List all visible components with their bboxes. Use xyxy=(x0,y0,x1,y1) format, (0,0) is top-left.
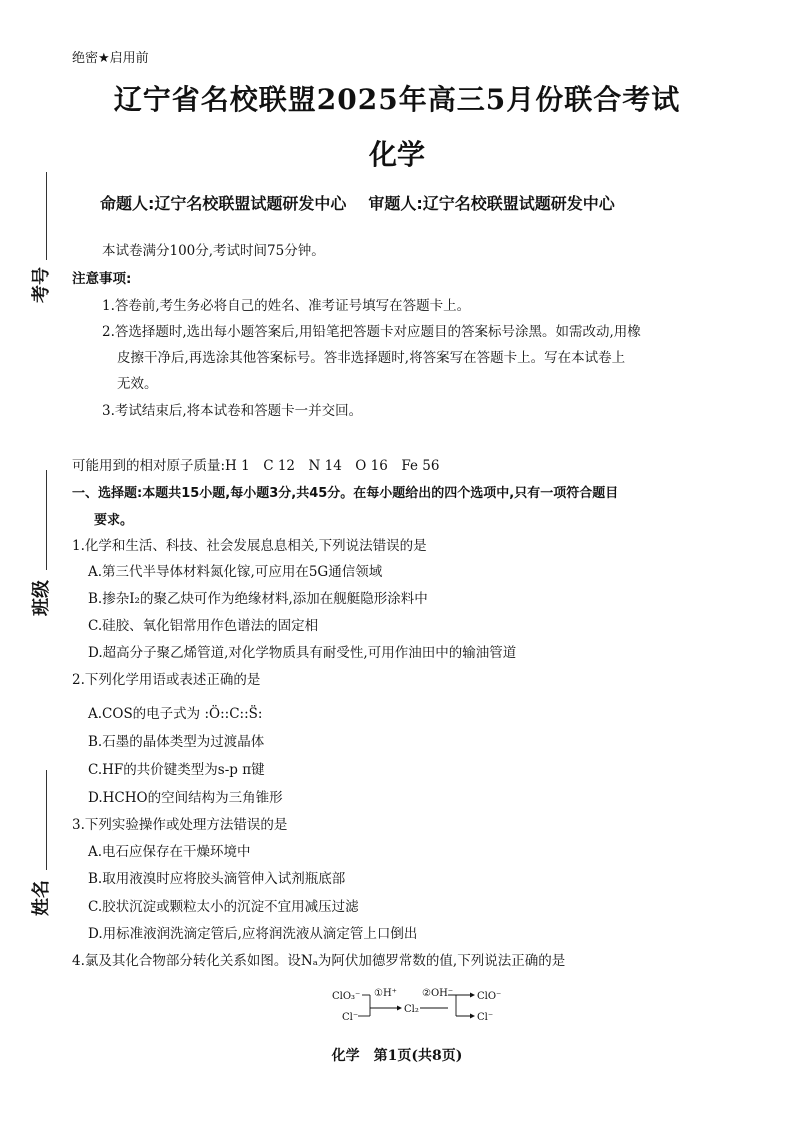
atomic-mass: 可能用到的相对原子质量:H 1 C 12 N 14 O 16 Fe 56 xyxy=(72,458,440,474)
scheme-step1: ①H⁺ xyxy=(374,988,397,999)
notes-title: 注意事项: xyxy=(72,271,132,287)
scheme-cl2: Cl₂ xyxy=(404,1004,419,1015)
q3-option-b: B.取用液溴时应将胶头滴管伸入试剂瓶底部 xyxy=(88,871,346,887)
scheme-clo-minus: ClO⁻ xyxy=(477,991,502,1002)
scheme-step2: ②OH⁻ xyxy=(422,988,454,999)
page-footer: 化学 第1页(共8页) xyxy=(331,1048,463,1064)
section-heading: 一、选择题:本题共15小题,每小题3分,共45分。在每小题给出的四个选项中,只有一项符合题目 xyxy=(72,486,619,501)
exam-no-line xyxy=(46,172,47,260)
note-3: 3.考试结束后,将本试卷和答题卡一并交回。 xyxy=(102,403,363,419)
scheme-arrowhead-1 xyxy=(397,1006,402,1011)
scheme-clo3: ClO₃⁻ xyxy=(332,991,361,1002)
q4-stem: 4.氯及其化合物部分转化关系如图。设Nₐ为阿伏加德罗常数的值,下列说法正确的是 xyxy=(72,953,566,969)
note-2-cont: 皮擦干净后,再选涂其他答案标号。答非选择题时,将答案写在答题卡上。写在本试卷上 xyxy=(117,350,626,366)
q3-option-a: A.电石应保存在干燥环境中 xyxy=(88,844,251,860)
chlorine-conversion-diagram xyxy=(330,985,530,1025)
note-1: 1.答卷前,考生务必将自己的姓名、准考证号填写在答题卡上。 xyxy=(102,298,471,314)
note-2: 2.答选择题时,选出每小题答案后,用铅笔把答题卡对应题目的答案标号涂黑。如需改动,用橡 xyxy=(102,324,641,340)
scheme-cl-minus-out: Cl⁻ xyxy=(477,1012,494,1023)
exam-no-label: 考号 xyxy=(31,267,52,303)
class-label: 班级 xyxy=(31,580,52,616)
q2-stem: 2.下列化学用语或表述正确的是 xyxy=(72,672,261,688)
note-2-end: 无效。 xyxy=(117,376,158,392)
name-line xyxy=(46,770,47,870)
class-line xyxy=(46,470,47,570)
q3-stem: 3.下列实验操作或处理方法错误的是 xyxy=(72,817,288,833)
q3-option-c: C.胶状沉淀或颗粒太小的沉淀不宜用减压过滤 xyxy=(88,899,359,915)
q2-option-a: A.COS的电子式为 :Ö::C::S̈: xyxy=(88,706,263,722)
scheme-arrowhead-bottom xyxy=(470,1014,475,1019)
q2-option-d: D.HCHO的空间结构为三角锥形 xyxy=(88,790,283,806)
reviewer: 审题人:辽宁名校联盟试题研发中心 xyxy=(368,194,615,213)
author: 命题人:辽宁名校联盟试题研发中心 xyxy=(100,194,347,213)
scheme-arrowhead-top xyxy=(470,993,475,998)
scheme-cl-minus: Cl⁻ xyxy=(342,1012,359,1023)
authors-line xyxy=(100,191,615,214)
q2-option-b: B.石墨的晶体类型为过渡晶体 xyxy=(88,734,265,750)
q1-option-b: B.掺杂I₂的聚乙炔可作为绝缘材料,添加在舰艇隐形涂料中 xyxy=(88,591,428,607)
q1-stem: 1.化学和生活、科技、社会发展息息相关,下列说法错误的是 xyxy=(72,538,427,554)
q1-option-d: D.超高分子聚乙烯管道,对化学物质具有耐受性,可用作油田中的输油管道 xyxy=(88,645,517,661)
q2-option-c: C.HF的共价键类型为s-p π键 xyxy=(88,762,265,778)
name-label: 姓名 xyxy=(31,880,52,916)
score-time: 本试卷满分100分,考试时间75分钟。 xyxy=(102,243,325,259)
q1-option-a: A.第三代半导体材料氮化镓,可应用在5G通信领域 xyxy=(88,564,383,580)
confidential-mark: 绝密★启用前 xyxy=(72,51,149,66)
exam-title: 辽宁省名校联盟2025年高三5月份联合考试 xyxy=(113,83,681,116)
subject-title: 化学 xyxy=(368,138,425,171)
q3-option-d: D.用标准液润洗滴定管后,应将润洗液从滴定管上口倒出 xyxy=(88,926,418,942)
q1-option-c: C.硅胶、氧化铝常用作色谱法的固定相 xyxy=(88,618,319,634)
section-heading-cont: 要求。 xyxy=(94,513,134,528)
